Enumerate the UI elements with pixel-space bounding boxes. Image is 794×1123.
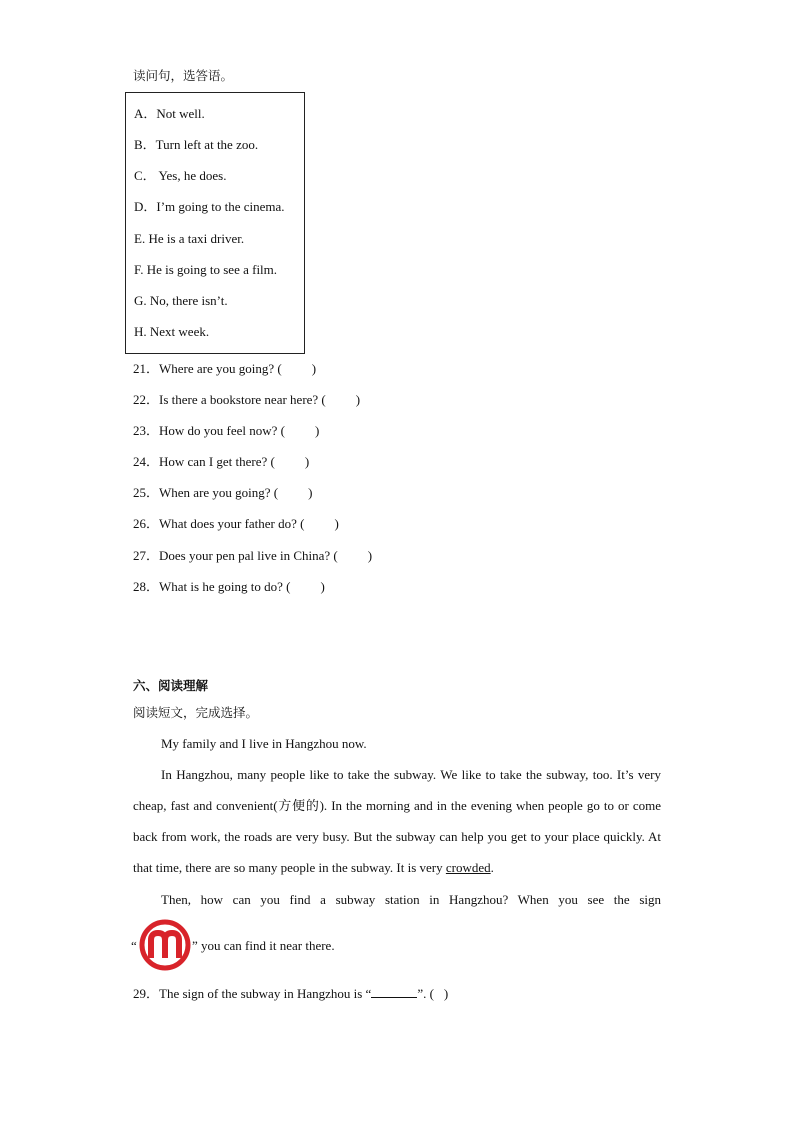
paragraph-2-text: In Hangzhou, many people like to take the subway. We like to take the subway, too. It’s very cheap, fast and convenient(方便的). In the morning and in the evening when people go to or come back from work, the roads are very busy. But the subway can help you get to your place quickly. At that time, there are so many people in the subway. It is very	[133, 767, 661, 875]
option-g: G. No, there isn’t.	[134, 293, 228, 308]
question-26	[133, 516, 339, 532]
answer-options-box	[125, 92, 305, 354]
underlined-word: crowded	[445, 860, 491, 875]
question-text: Is there a bookstore near here? (	[159, 392, 326, 407]
option-b: B．Turn left at the zoo.	[134, 137, 259, 152]
matching-instruction: 读问句，选答语。	[133, 68, 234, 83]
option-f: F. He is going to see a film.	[134, 262, 278, 277]
question-29	[133, 985, 448, 1002]
reading-instruction: 阅读短文，完成选择。	[133, 705, 259, 720]
question-number: 24．	[133, 454, 160, 469]
question-number: 26．	[133, 516, 160, 531]
close-paren: )	[367, 548, 373, 563]
option-c: C． Yes, he does.	[134, 168, 227, 183]
fill-blank[interactable]	[371, 985, 417, 998]
close-paren: )	[315, 423, 320, 438]
question-21	[133, 361, 316, 377]
sign-open-quote: “	[131, 938, 137, 953]
question-text: Does your pen pal live in China? (	[159, 548, 338, 563]
option-e: E. He is a taxi driver.	[134, 231, 245, 246]
question-24	[133, 454, 309, 470]
close-paren: )	[304, 454, 310, 469]
passage-paragraph-3: Then, how can you find a subway station in Hangzhou? When you see the sign	[161, 892, 661, 907]
question-text: What does your father do? (	[159, 516, 305, 531]
question-text: The sign of the subway in Hangzhou is “	[159, 986, 372, 1001]
passage-paragraph-2	[133, 759, 661, 883]
question-number: 27．	[133, 548, 160, 563]
question-text: When are you going? (	[159, 485, 279, 500]
question-text: How do you feel now? (	[159, 423, 286, 438]
question-number: 23．	[133, 423, 160, 438]
close-paren: )	[308, 485, 313, 500]
close-paren: )	[320, 579, 325, 594]
section-heading-reading: 六、阅读理解	[133, 678, 209, 693]
close-paren: )	[334, 516, 339, 531]
close-paren: )	[311, 361, 317, 376]
close-paren: )	[355, 392, 361, 407]
hangzhou-metro-logo-icon	[138, 918, 192, 972]
sign-sentence-end: ” you can find it near there.	[192, 938, 335, 953]
question-22	[133, 392, 360, 408]
question-text: Where are you going? (	[159, 361, 282, 376]
question-number: 29．	[133, 986, 160, 1001]
question-text: How can I get there? (	[159, 454, 275, 469]
question-number: 25．	[133, 485, 160, 500]
question-text: What is he going to do? (	[159, 579, 291, 594]
option-d: D．I’m going to the cinema.	[134, 199, 285, 214]
close-paren: )	[443, 986, 449, 1001]
passage-paragraph-1: My family and I live in Hangzhou now.	[161, 736, 367, 751]
option-h: H. Next week.	[134, 324, 210, 339]
question-number: 21．	[133, 361, 160, 376]
question-27	[133, 548, 372, 564]
option-a: A．Not well.	[134, 106, 205, 121]
question-number: 22．	[133, 392, 160, 407]
question-number: 28．	[133, 579, 160, 594]
question-23	[133, 423, 319, 439]
paragraph-2-end: .	[490, 860, 494, 875]
question-28	[133, 579, 325, 595]
question-text-end: ”. (	[417, 986, 434, 1001]
question-25	[133, 485, 312, 501]
